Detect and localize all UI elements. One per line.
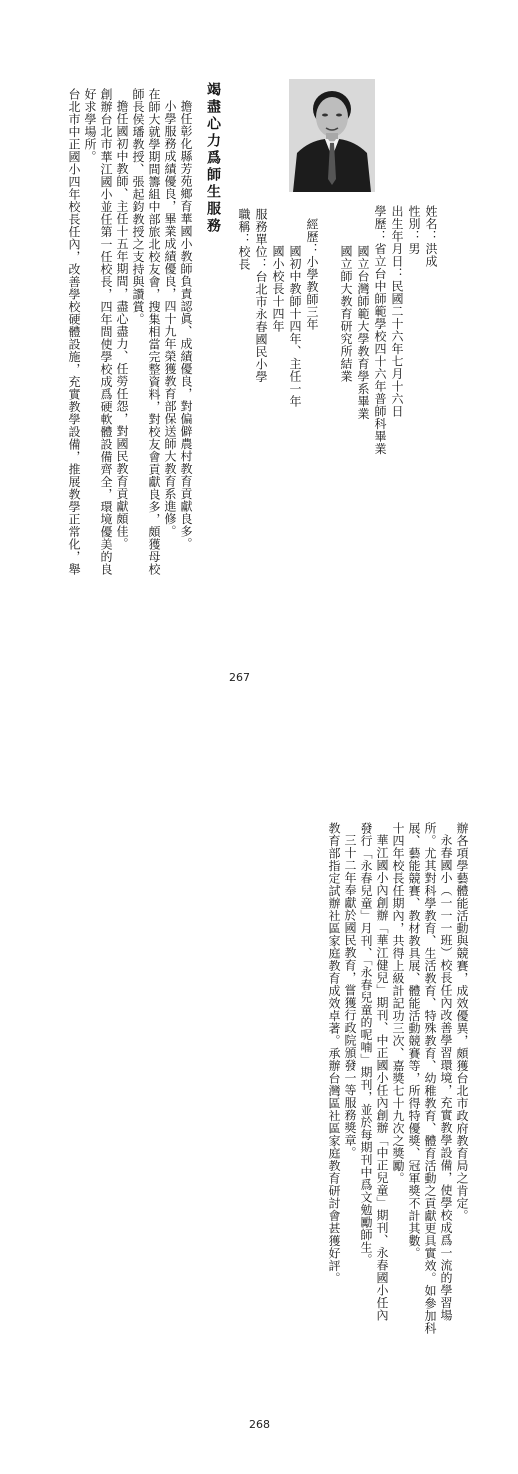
body-line-11: 所。尤其對科學教育、生活教育、特殊教育、幼稚教育、體育活動之貢獻更具實效。如參加科 [423,822,437,1335]
profile-education-2: 國立台灣師範大學教育學系畢業 [356,245,370,420]
page-divider [0,700,518,701]
profile-job-title: 職稱：校長 [237,208,251,271]
profile-experience-2: 國初中教師十四年、主任一年 [288,245,302,408]
body-line-13: 十四年校長任期內，共得上級計記功三次、嘉獎七十九次之獎勵。 [391,822,405,1185]
page-number-267: 267 [229,671,250,684]
body-line-8: 台北市中正國小四年校長任內，改善學校硬體設施，充實教學設備，推展教學正常化，舉 [67,88,81,576]
profile-birth: 出生年月日：民國二十六年七月十六日 [390,205,404,418]
profile-experience-1: 經歷：小學教師三年 [305,218,319,331]
profile-gender: 性別：男 [407,205,421,255]
body-line-12: 展、藝能競賽、教材教具展、體能活動競賽等，所得特優獎、冠軍獎不計其數。 [407,822,421,1260]
profile-education-1: 學歷：省立台中師範學校四十六年普師科畢業 [373,205,387,455]
body-line-3: 在師大就學期間籌組中部旅北校友會，搜集相當完整資料，對校友會貢獻良多，頗獲母校 [147,88,161,576]
profile-service-unit: 服務單位：台北市永春國民小學 [254,208,268,383]
body-line-4: 師長侯璠教授、張起鈞教授之支持與讚賞。 [131,88,145,326]
body-line-16: 三十二年奉獻於國民教育，嘗獲行政院頒發一等服務獎章。 [343,834,357,1159]
body-line-2: 小學服務成績優良，畢業成績優良，四十九年榮獲教育部保送師大教育系進修。 [163,100,177,538]
page-number-268: 268 [249,1418,270,1431]
body-line-17: 教育部指定試辦社區家庭教育成效卓著。承辦台灣區社區家庭教育研討會甚獲好評。 [327,822,341,1285]
body-line-14: 華江國小內創辦「華江健兒」期刊、中正國小任內創辦「中正兒童」期刊、永春國小任內 [375,834,389,1322]
body-line-6: 創辦台北市華江國小並任第一任校長，四年間使學校成爲硬軟體設備齊全，環境優美的良 [99,88,113,576]
body-line-9: 辦各項學藝體能活動與競賽，成效優異，頗獲台北市政府教育局之肯定。 [455,822,469,1222]
body-line-5: 擔任國初中教師、主任十五年期間，盡心盡力、任勞任怨，對國民教育貢獻頗佳。 [115,100,129,550]
profile-experience-3: 國小校長十四年 [271,245,285,333]
body-line-1: 擔任彰化縣芳苑鄉育華國小教師負責認眞、成績優良，對偏僻農村教育貢獻良多。 [179,100,193,550]
article-title: 竭盡心力爲師生服務 [205,82,221,235]
profile-name: 姓名：洪成 [424,205,438,268]
portrait-photo [289,79,375,192]
body-line-15: 發行「永春兒童」月刊、「永春兒童的呢喃」期刊，並於每期刊中爲文勉勵師生。 [359,822,373,1266]
body-line-7: 好求學場所。 [83,88,97,163]
body-line-10: 永春國小（一一一班）校長任內改善學習環境，充實教學設備，使學校成爲一流的學習場 [439,834,453,1322]
profile-education-3: 國立師大教育研究所結業 [339,245,353,383]
